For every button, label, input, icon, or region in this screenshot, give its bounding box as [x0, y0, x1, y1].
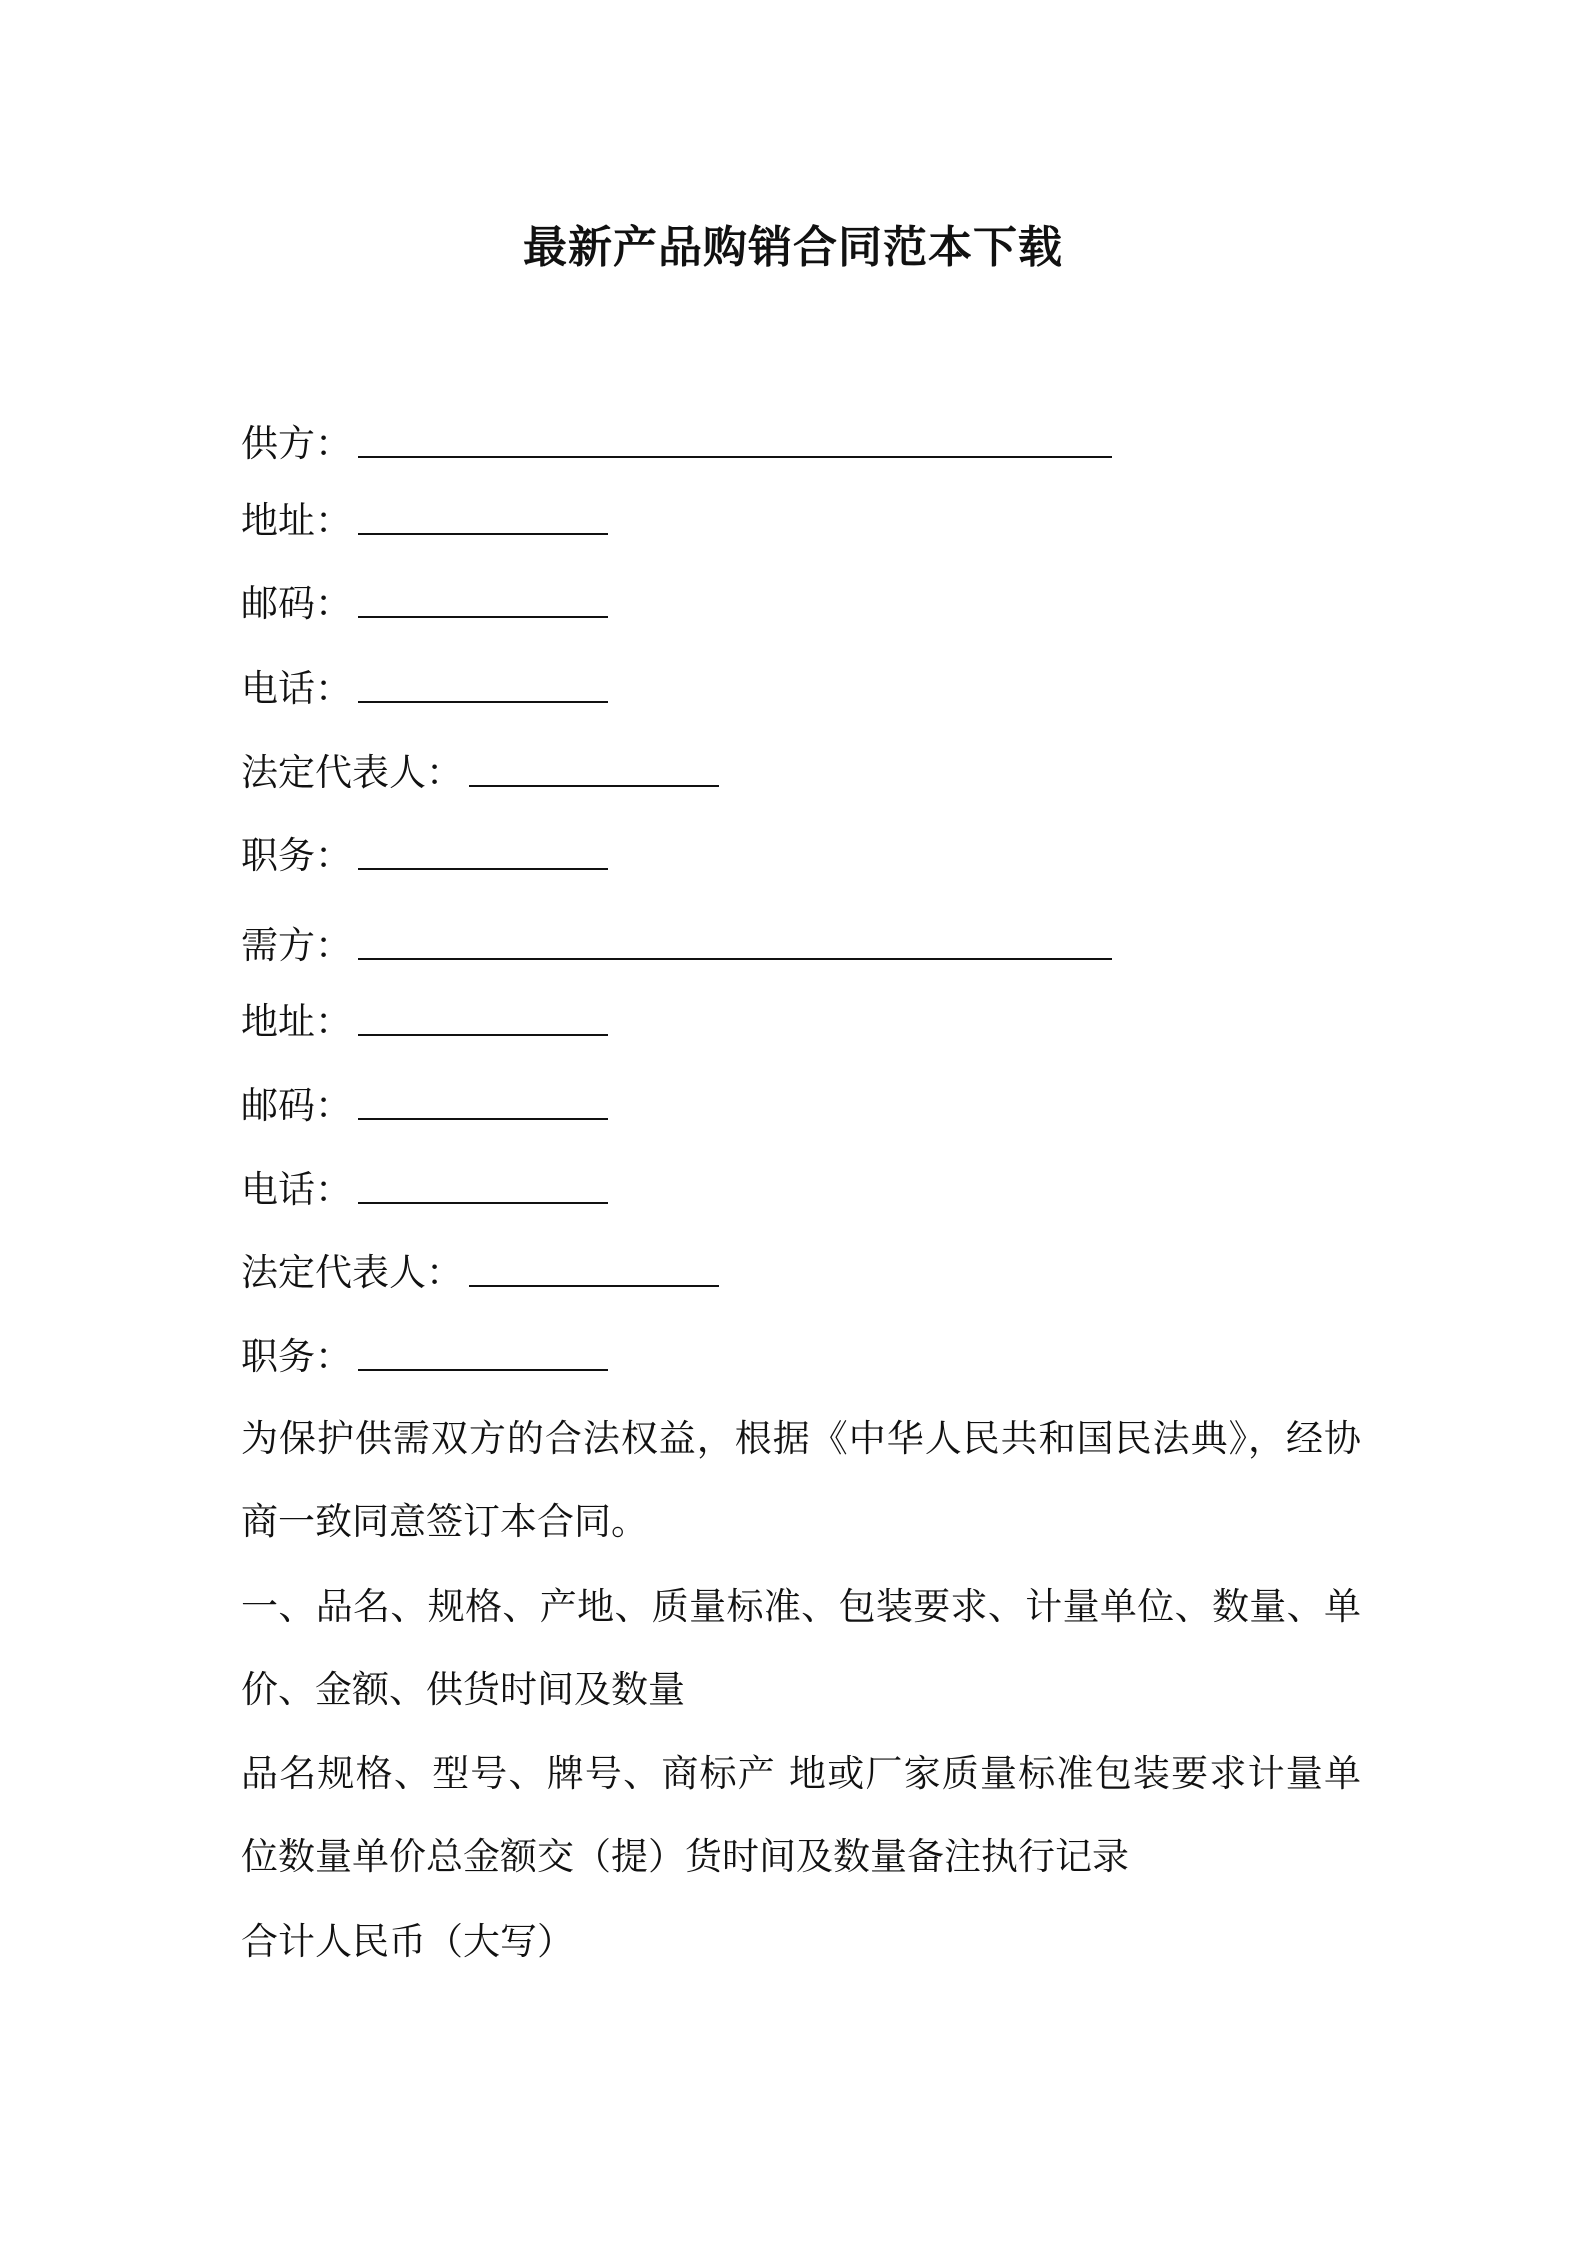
buyer-phone-label: 电话： — [241, 1168, 352, 1211]
buyer-postcode-field — [241, 1080, 608, 1131]
buyer-party-blank[interactable] — [358, 922, 1112, 960]
buyer-legal-rep-label: 法定代表人： — [241, 1251, 463, 1294]
supplier-postcode-field — [241, 578, 608, 629]
buyer-phone-blank[interactable] — [358, 1166, 608, 1204]
supplier-legal-rep-field — [241, 747, 719, 798]
supplier-legal-rep-label: 法定代表人： — [241, 751, 463, 794]
buyer-postcode-blank[interactable] — [358, 1082, 608, 1120]
buyer-phone-field — [241, 1164, 608, 1215]
supplier-party-blank[interactable] — [358, 420, 1112, 458]
buyer-position-blank[interactable] — [358, 1333, 608, 1371]
buyer-legal-rep-field — [241, 1247, 719, 1298]
supplier-position-blank[interactable] — [358, 832, 608, 870]
clause-1-heading: 一、品名、规格、产地、质量标准、包装要求、计量单位、数量、单价、金额、供货时间及数量 — [241, 1585, 1361, 1711]
buyer-position-field — [241, 1331, 608, 1382]
intro-paragraph: 为保护供需双方的合法权益，根据《中华人民共和国民法典》，经协商一致同意签订本合同。 — [241, 1417, 1361, 1543]
table-header-text: 品名规格、型号、牌号、商标产 地或厂家质量标准包装要求计量单位数量单价总金额交（提）货时间及数量备注执行记录 — [241, 1752, 1361, 1878]
buyer-legal-rep-blank[interactable] — [469, 1249, 719, 1287]
supplier-position-label: 职务： — [241, 834, 352, 877]
supplier-legal-rep-blank[interactable] — [469, 749, 719, 787]
buyer-address-label: 地址： — [241, 1000, 352, 1043]
buyer-address-blank[interactable] — [358, 998, 608, 1036]
supplier-phone-blank[interactable] — [358, 665, 608, 703]
supplier-postcode-blank[interactable] — [358, 580, 608, 618]
buyer-party-label: 需方： — [241, 924, 352, 967]
supplier-address-label: 地址： — [241, 499, 352, 542]
document-title: 最新产品购销合同范本下载 — [523, 222, 1063, 273]
supplier-party-field — [241, 418, 1112, 469]
supplier-phone-field — [241, 663, 608, 714]
total-amount-label: 合计人民币（大写） — [241, 1920, 574, 1963]
buyer-position-label: 职务： — [241, 1335, 352, 1378]
supplier-postcode-label: 邮码： — [241, 582, 352, 625]
supplier-address-field — [241, 495, 608, 546]
buyer-party-field — [241, 920, 1112, 971]
supplier-position-field — [241, 830, 608, 881]
supplier-address-blank[interactable] — [358, 497, 608, 535]
buyer-postcode-label: 邮码： — [241, 1084, 352, 1127]
buyer-address-field — [241, 996, 608, 1047]
supplier-phone-label: 电话： — [241, 667, 352, 710]
supplier-party-label: 供方： — [241, 422, 352, 465]
